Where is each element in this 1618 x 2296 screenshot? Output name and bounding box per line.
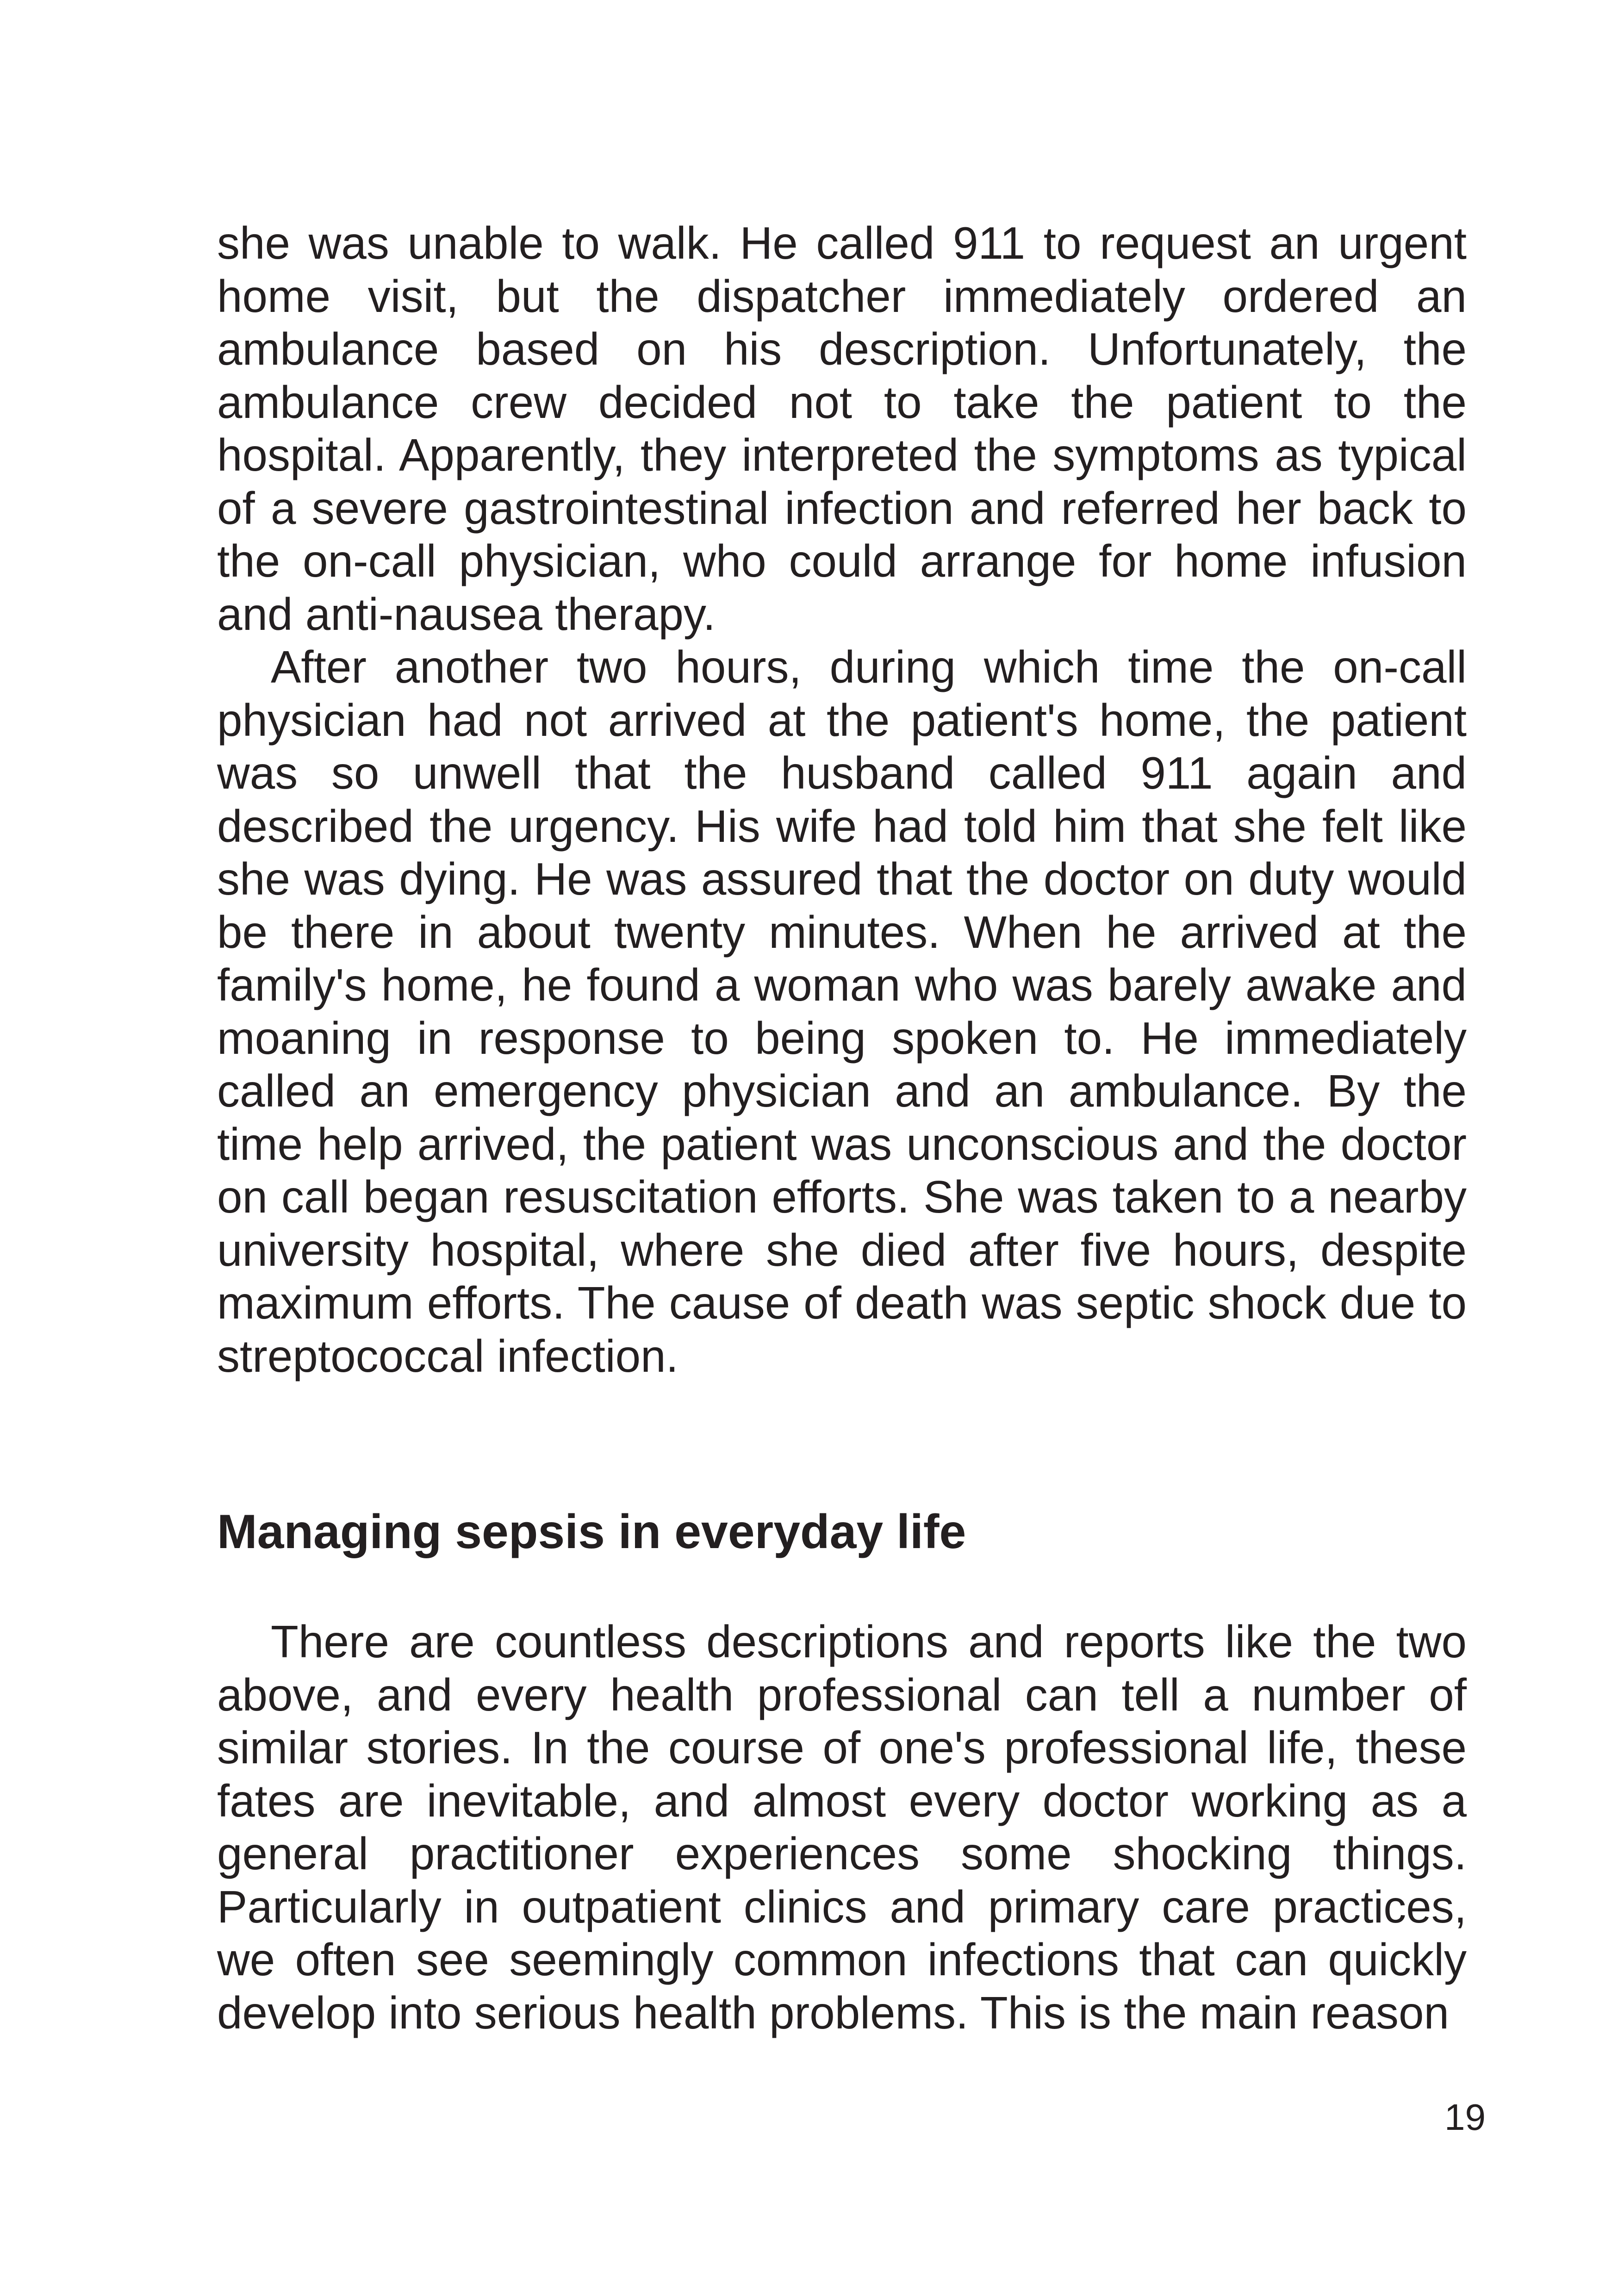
section-body-text: [217, 1615, 1467, 2039]
section-heading: Managing sepsis in everyday life: [217, 1505, 966, 1559]
page-number: 19: [1444, 2097, 1486, 2138]
body-text: [217, 217, 1467, 1382]
paragraph: After another two hours, during which time the on-call physician had not arrived at the patient's home, the patient was so unwell that the husband called 911 again and described the urgency. His wife had told him that she felt like she was dying. He was assured that the doctor on duty would be there in about twenty minutes. When he arrived at the family's home, he found a woman who was barely awake and moaning in response to being spoken to. He immediately called an emergency physician and an ambulance. By the time help arrived, the patient was unconscious and the doctor on call began resuscitation efforts. She was taken to a nearby university hospital, where she died after five hours, despite maximum efforts. The cause of death was septic shock due to streptococcal infection.: [217, 641, 1467, 1381]
paragraph-continued: she was unable to walk. He called 911 to request an urgent home visit, but the dispatcher immediately ordered an ambulance based on his description. Unfortunately, the ambulance crew decided not to take the patient to the hospital. Apparently, they interpreted the symptoms as typical of a severe gastrointestinal infection and referred her back to the on-call physician, who could arrange for home infusion and anti-nausea therapy.: [217, 218, 1467, 640]
paragraph: There are countless descriptions and reports like the two above, and every health professional can tell a number of similar stories. In the course of one's professional life, these fates are inevitable, and almost every doctor working as a general practitioner experiences some shocking things. Particularly in outpatient clinics and primary care practices, we often see seemingly common infections that can quickly develop into serious health problems. This is the main reason: [217, 1616, 1467, 2038]
